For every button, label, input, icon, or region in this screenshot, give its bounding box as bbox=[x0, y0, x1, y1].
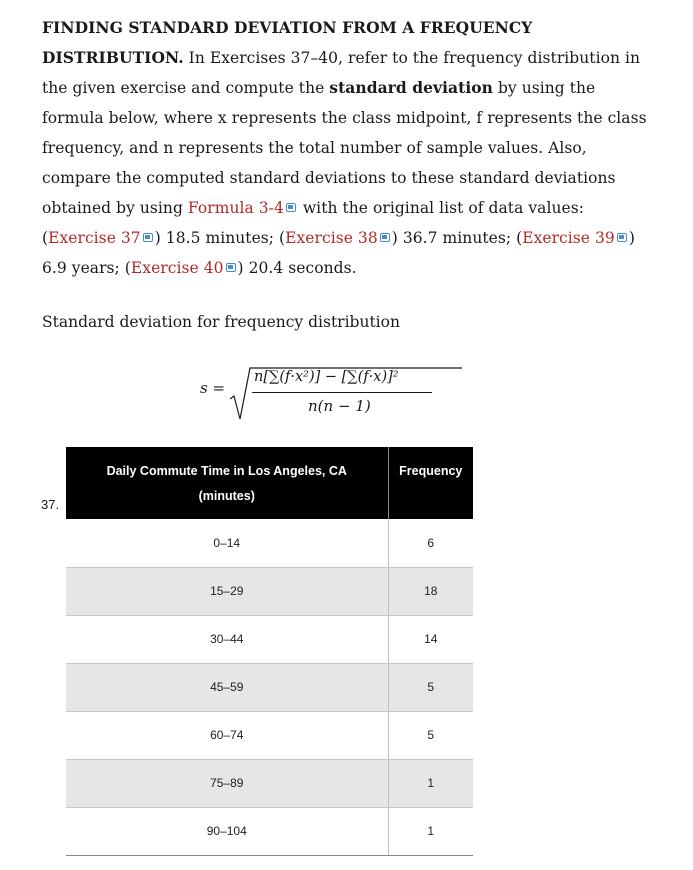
class-cell: 0–14 bbox=[66, 519, 388, 567]
external-link-icon[interactable] bbox=[380, 233, 390, 242]
external-link-icon[interactable] bbox=[143, 233, 153, 242]
intro-text-b: by using the formula below, where x represents the class midpoint, f represents the class frequency, and n represents the total number of sample values. Also, compare the computed standard deviations to these standard deviations obtained by using bbox=[42, 79, 647, 217]
formula-3-4-link[interactable]: Formula 3-4 bbox=[187, 199, 284, 217]
bold-term: standard deviation bbox=[329, 78, 493, 97]
table-header-row bbox=[66, 447, 473, 519]
exercise-number: 37. bbox=[41, 497, 60, 512]
external-link-icon[interactable] bbox=[226, 263, 236, 272]
intro-text-d: ) 18.5 minutes; ( bbox=[154, 229, 286, 247]
frequency-cell: 18 bbox=[388, 567, 473, 615]
external-link-icon[interactable] bbox=[617, 233, 627, 242]
heading-line-2: DISTRIBUTION. bbox=[42, 48, 184, 67]
exercise-38-link[interactable]: Exercise 38 bbox=[285, 229, 378, 247]
table-row bbox=[66, 759, 473, 807]
table-row bbox=[66, 807, 473, 855]
class-cell: 30–44 bbox=[66, 615, 388, 663]
class-cell: 15–29 bbox=[66, 567, 388, 615]
formula-lhs: s = bbox=[200, 379, 226, 397]
external-link-icon[interactable] bbox=[286, 203, 296, 212]
frequency-cell: 14 bbox=[388, 615, 473, 663]
frequency-cell: 5 bbox=[388, 663, 473, 711]
formula-denominator: n(n − 1) bbox=[308, 397, 371, 415]
fraction-bar bbox=[252, 392, 432, 393]
frequency-cell: 5 bbox=[388, 711, 473, 759]
exercise-39-link[interactable]: Exercise 39 bbox=[522, 229, 615, 247]
intro-text-e: ) 36.7 minutes; ( bbox=[391, 229, 523, 247]
class-cell: 60–74 bbox=[66, 711, 388, 759]
table-row bbox=[66, 711, 473, 759]
header-frequency: Frequency bbox=[388, 447, 473, 519]
section-label: Standard deviation for frequency distribution bbox=[42, 313, 400, 331]
table-row bbox=[66, 615, 473, 663]
frequency-cell: 6 bbox=[388, 519, 473, 567]
class-cell: 75–89 bbox=[66, 759, 388, 807]
intro-text-g: ) 20.4 seconds. bbox=[237, 259, 357, 277]
table-row bbox=[66, 519, 473, 567]
table-row bbox=[66, 663, 473, 711]
exercise-37-link[interactable]: Exercise 37 bbox=[48, 229, 141, 247]
intro-text-f: ) 6.9 years; ( bbox=[42, 229, 635, 277]
intro-text-a: In Exercises 37–40, refer to the frequency distribution in the given exercise and compute the bbox=[42, 49, 641, 97]
header-class-line-2: (minutes) bbox=[198, 489, 255, 503]
header-class-line-1: Daily Commute Time in Los Angeles, CA bbox=[106, 464, 347, 478]
frequency-cell: 1 bbox=[388, 759, 473, 807]
exercise-40-link[interactable]: Exercise 40 bbox=[130, 259, 224, 277]
frequency-cell: 1 bbox=[388, 807, 473, 855]
intro-text-c: with the original list of data values: ( bbox=[42, 199, 584, 247]
header-class bbox=[66, 447, 388, 519]
class-cell: 45–59 bbox=[66, 663, 388, 711]
class-cell: 90–104 bbox=[66, 807, 388, 855]
formula-numerator: n[∑(f·x²)] − [∑(f·x)]² bbox=[254, 369, 399, 385]
instructions-paragraph bbox=[42, 13, 652, 283]
heading-line-1: FINDING STANDARD DEVIATION FROM A FREQUENCY bbox=[42, 18, 533, 37]
table-row bbox=[66, 567, 473, 615]
frequency-table bbox=[66, 447, 473, 856]
standard-deviation-formula bbox=[200, 365, 460, 425]
